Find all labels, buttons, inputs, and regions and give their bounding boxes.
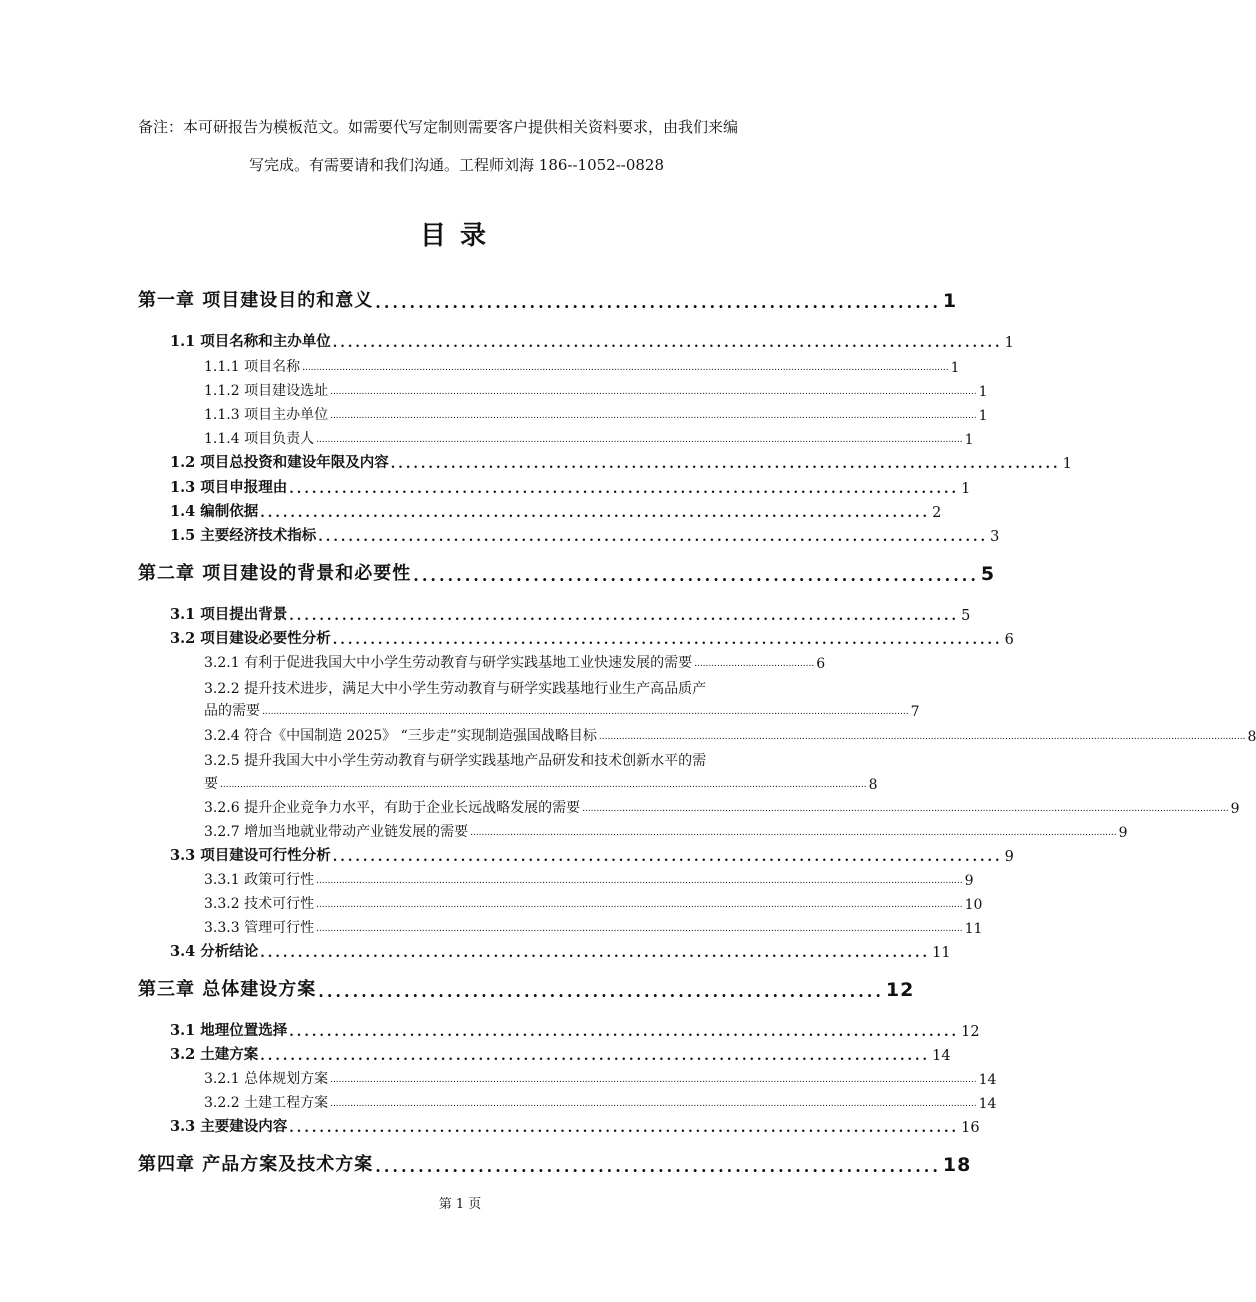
toc-subsection-3-2-5[interactable]: 要 .................................................................................................................................................................................................................................. 8 [204,776,878,793]
toc-chapter-1[interactable]: 第一章 项目建设目的和意义 .................................................................. 1 [138,290,958,312]
toc-subsection-3-2-5-line1[interactable]: 3.2.5 提升我国大中小学生劳动教育与研学实践基地产品研发和技术创新水平的需 [204,753,707,769]
toc-section-1-5[interactable]: 1.5 主要经济技术指标 ......................................................................................... 3 [170,527,1000,545]
toc-section-3-3-feasibility[interactable]: 3.3 项目建设可行性分析 ......................................................................................... 9 [170,847,1014,865]
toc-subsection-3-2-2[interactable]: 品的需要 .................................................................................................................................................................................................................................. 7 [204,703,920,720]
toc-subsection-1-1-2[interactable]: 1.1.2 项目建设选址 .................................................................................................................................................................................................................................. 1 [204,383,988,400]
toc-subsection-1-1-1[interactable]: 1.1.1 项目名称 .................................................................................................................................................................................................................................. 1 [204,359,960,376]
toc-section-1-2[interactable]: 1.2 项目总投资和建设年限及内容 ......................................................................................... 1 [170,454,1072,472]
toc-chapter-4[interactable]: 第四章 产品方案及技术方案 .................................................................. 18 [138,1154,972,1176]
toc-section-3-2-civil[interactable]: 3.2 土建方案 ......................................................................................... 14 [170,1046,951,1064]
page-number: 第 1 页 [438,1197,482,1212]
toc-section-3-3-content[interactable]: 3.3 主要建设内容 ......................................................................................... 16 [170,1118,980,1136]
toc-subsection-3-2-4[interactable]: 3.2.4 符合《中国制造 2025》 “三步走”实现制造强国战略目标 .................................................................................................................................................................................................................................. 8 [204,728,1256,745]
toc-subsection-3-2-1-plan[interactable]: 3.2.1 总体规划方案 .................................................................................................................................................................................................................................. 14 [204,1071,997,1088]
toc-section-3-1-location[interactable]: 3.1 地理位置选择 ......................................................................................... 12 [170,1022,980,1040]
toc-subsection-3-3-3[interactable]: 3.3.3 管理可行性 .................................................................................................................................................................................................................................. 11 [204,920,983,937]
template-note-line2: 写完成。有需要请和我们沟通。工程师刘海 186--1052--0828 [249,156,665,174]
toc-title: 目录 [419,221,500,251]
toc-subsection-3-2-2-civil[interactable]: 3.2.2 土建工程方案 .................................................................................................................................................................................................................................. 14 [204,1095,997,1112]
toc-subsection-3-2-1[interactable]: 3.2.1 有利于促进我国大中小学生劳动教育与研学实践基地工业快速发展的需要 .......................................... 6 [204,655,826,672]
toc-subsection-3-3-2[interactable]: 3.3.2 技术可行性 .................................................................................................................................................................................................................................. 10 [204,896,983,913]
toc-section-3-4[interactable]: 3.4 分析结论 ......................................................................................... 11 [170,943,951,961]
toc-section-3-2-necessity[interactable]: 3.2 项目建设必要性分析 ......................................................................................... 6 [170,630,1014,648]
toc-subsection-3-2-7[interactable]: 3.2.7 增加当地就业带动产业链发展的需要 .................................................................................................................................................................................................................................. 9 [204,824,1128,841]
toc-section-1-1[interactable]: 1.1 项目名称和主办单位 ......................................................................................... 1 [170,333,1014,351]
toc-section-1-3[interactable]: 1.3 项目申报理由 ......................................................................................... 1 [170,479,971,497]
toc-subsection-1-1-4[interactable]: 1.1.4 项目负责人 .................................................................................................................................................................................................................................. 1 [204,431,974,448]
toc-chapter-3[interactable]: 第三章 总体建设方案 .................................................................. 12 [138,979,915,1001]
template-note-line1: 备注：本可研报告为模板范文。如需要代写定制则需要客户提供相关资料要求，由我们来编 [138,118,739,136]
toc-subsection-3-2-6[interactable]: 3.2.6 提升企业竞争力水平，有助于企业长远战略发展的需要 .................................................................................................................................................................................................................................. 9 [204,800,1240,817]
toc-section-3-1-background[interactable]: 3.1 项目提出背景 ......................................................................................... 5 [170,606,971,624]
toc-chapter-2[interactable]: 第二章 项目建设的背景和必要性 .................................................................. 5 [138,563,996,585]
toc-section-1-4[interactable]: 1.4 编制依据 ......................................................................................... 2 [170,503,942,521]
toc-subsection-1-1-3[interactable]: 1.1.3 项目主办单位 .................................................................................................................................................................................................................................. 1 [204,407,988,424]
toc-subsection-3-2-2-line1[interactable]: 3.2.2 提升技术进步，满足大中小学生劳动教育与研学实践基地行业生产高品质产 [204,681,707,697]
toc-subsection-3-3-1[interactable]: 3.3.1 政策可行性 .................................................................................................................................................................................................................................. 9 [204,872,974,889]
